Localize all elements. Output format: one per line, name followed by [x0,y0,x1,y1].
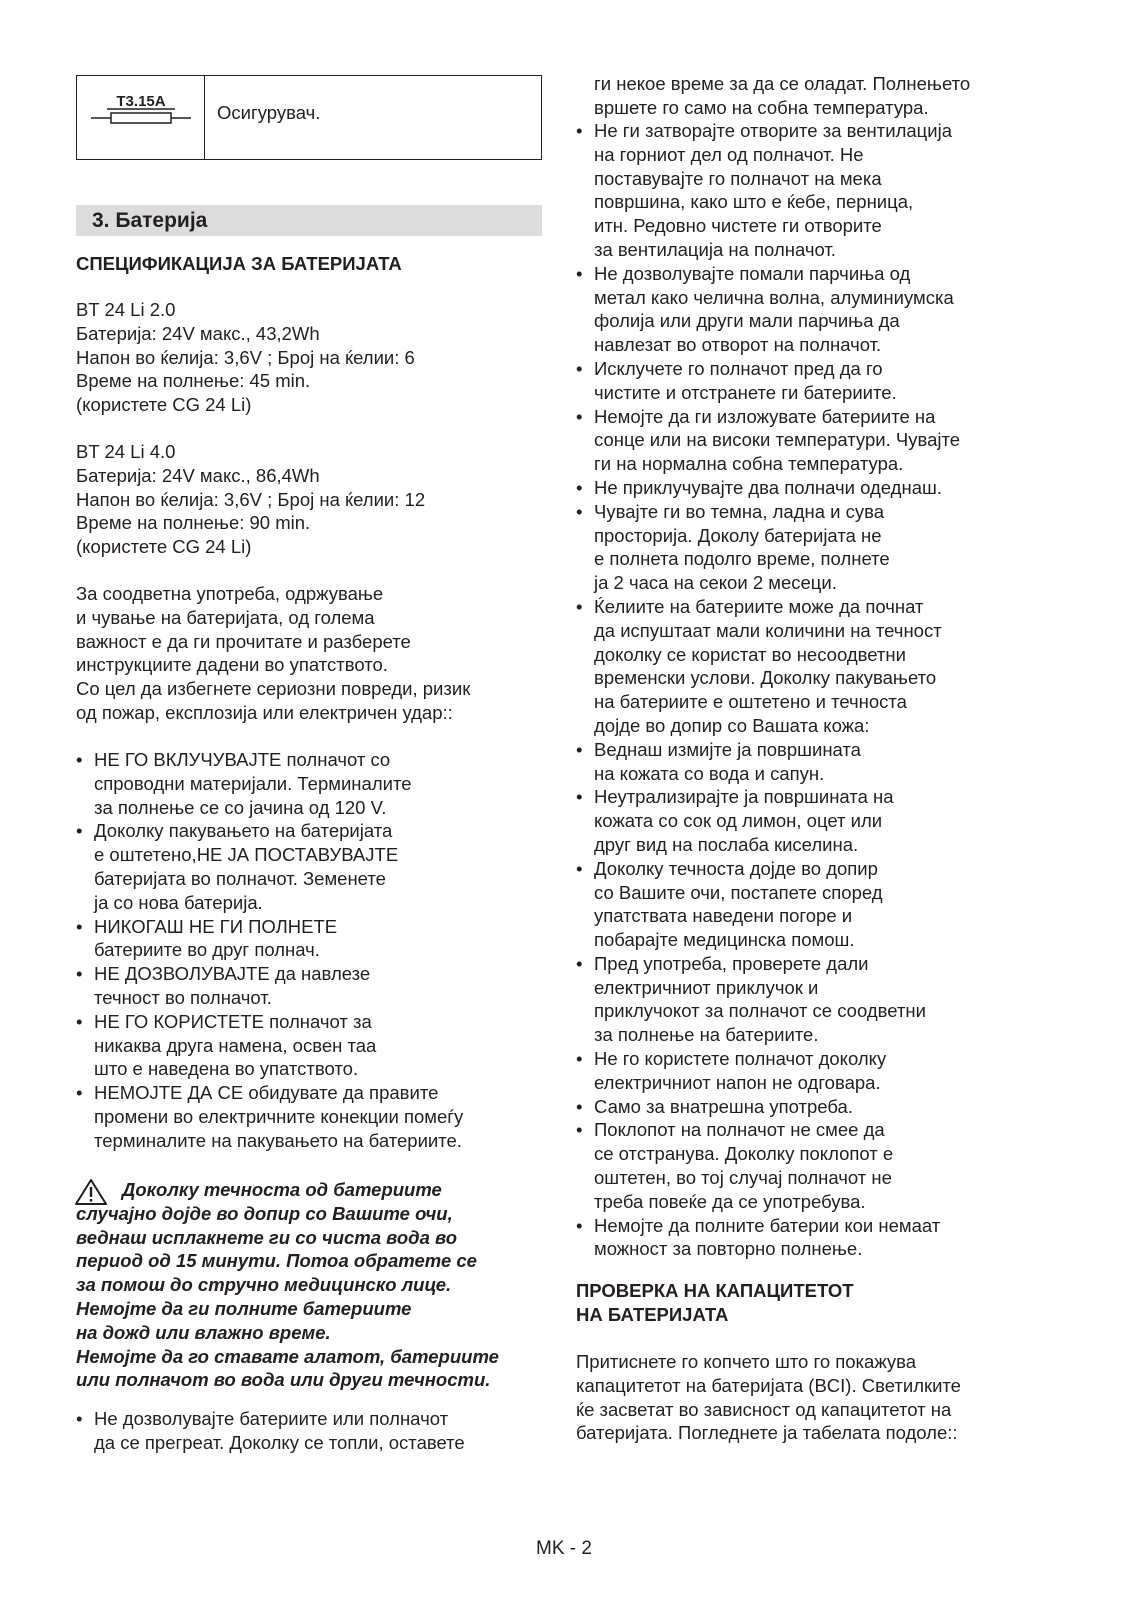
list-item [576,1118,960,1213]
list-line: • Неутрализирајте ја површината на [594,786,894,808]
list-item [76,1010,463,1081]
overheat-bullet-list [76,1407,465,1455]
list-line: електричниот приклучок и [594,976,819,998]
list-line: • Не го користете полначот доколку [594,1048,887,1070]
battery1-line: Батерија: 24V макс., 43,2Wh [76,322,320,344]
list-line: ја 2 часа на секои 2 месеци. [594,572,837,594]
section-title: 3. Батерија [92,209,208,232]
list-item [576,357,960,405]
list-line: треба повеќе да се употребува. [594,1190,866,1212]
warning-line: или полначот во вода или други течности. [76,1369,491,1391]
list-line: итн. Редовно чистете ги отворите [594,215,882,237]
fuse-icon [91,90,191,130]
list-line: • НИКОГАШ НЕ ГИ ПОЛНЕТЕ [94,915,338,937]
list-line: • Доколку пакувањето на батеријата [94,820,393,842]
list-line: оштетен, во тој случај полначот не [594,1167,892,1189]
warning-line: Доколку течноста од батериите [122,1179,442,1200]
list-line: • Поклопот на полначот не смее да [594,1119,885,1141]
list-item [576,119,960,262]
list-item [576,1214,960,1262]
list-line: спроводни материјали. Терминалите [94,772,412,794]
list-line: • Не ги затворајте отворите за вентилација [594,120,952,141]
list-line: е оштетено,НЕ ЈА ПОСТАВУВАЈТЕ [94,844,399,866]
charger-safety-list [576,119,960,1261]
list-item [576,500,960,595]
list-line: на батериите е оштетено и течноста [594,691,907,713]
list-line: за полнење се со јачина од 120 V. [94,796,387,818]
list-line: батериите во друг полнач. [94,939,320,961]
list-item [576,738,960,786]
list-line: се отстранува. Доколку поклопот е [594,1143,894,1165]
list-line: • Пред употреба, проверете дали [594,952,869,974]
list-item [576,476,960,500]
intro-line: За соодветна употреба, одржување [76,583,384,604]
list-item [76,962,463,1010]
list-item [76,1407,465,1455]
intro-line: инструкциите дадени во упатството. [76,654,388,676]
battery2-line: Време на полнење: 90 min. [76,512,311,534]
intro-line: од пожар, експлозија или електричен удар:: [76,701,453,723]
battery2-spec [76,440,425,559]
list-line: сонце или на високи температури. Чувајте [594,429,961,451]
section-heading [76,205,542,236]
list-line: ја со нова батерија. [94,891,263,913]
warning-line: на дожд или влажно време. [76,1321,331,1343]
fuse-table [76,75,542,160]
list-line: промени во електричните конекции помеѓу [94,1105,464,1127]
battery1-line: Време на полнење: 45 min. [76,370,311,392]
list-line: • Веднаш измијте ја површината [594,738,861,760]
list-line: на кожата со вода и сапун. [594,762,825,784]
list-item [576,262,960,357]
list-line: • Чувајте ги во темна, ладна и сува [594,500,885,522]
battery1-spec [76,298,415,417]
warning-line: веднаш исплакнете ги со чиста вода во [76,1226,458,1248]
list-item [76,748,463,819]
list-line: дојде во допир со Вашата кожа: [594,714,870,736]
warning-line: Немојте да го ставате алатот, батериите [76,1345,499,1367]
list-line: побарајте медицинска помош. [594,929,855,951]
fuse-symbol-cell [77,76,205,159]
list-line: упатствата наведени погоре и [594,905,853,927]
list-line: никаква друга намена, освен таа [94,1034,377,1056]
list-item [576,405,960,476]
list-line: терминалите на пакувањето на батериите. [94,1129,462,1151]
continuation-line: вршете го само на собна температура. [594,96,929,118]
list-line: електричниот напон не одговара. [594,1071,881,1093]
list-line: • Немојте да полните батерии кои немаат [594,1214,941,1236]
list-line: со Вашите очи, постапете според [594,881,883,903]
battery2-line: Напон во ќелија: 3,6V ; Број на ќелии: 12 [76,488,426,510]
intro-line: и чување на батеријата, од голема [76,606,375,628]
battery2-line: (користете CG 24 Li) [76,536,252,558]
battery2-model: BT 24 Li 4.0 [76,441,176,462]
battery1-line: (користете CG 24 Li) [76,394,252,416]
continuation-text [594,72,970,120]
list-line: батеријата во полначот. Земенете [94,867,386,889]
list-line: • Доколку течноста дојде во допир [594,857,878,879]
capacity-heading [576,1279,854,1327]
list-line: • Исклучете го полначот пред да го [594,357,883,379]
intro-line: Со цел да избегнете сериозни повреди, ризик [76,678,471,700]
list-item [576,1095,960,1119]
list-line: • Немојте да ги изложувате батериите на [594,405,936,427]
warning-line: за помош до стручно медицинско лице. [76,1274,452,1296]
list-line: • НЕ ДОЗВОЛУВАЈТЕ да навлезе [94,963,371,985]
list-item [76,915,463,963]
list-line: површина, како што е ќебе, перница, [594,191,914,213]
list-item [576,785,960,856]
list-line: доколку се користат во несоодветни [594,643,906,665]
list-line: • НЕМОЈТЕ ДА СЕ обидувате да правите [94,1082,439,1104]
warning-line: Немојте да ги полните батериите [76,1297,412,1319]
list-line: поставувајте го полначот на мека [594,167,882,189]
list-line: друг вид на послаба киселина. [594,833,859,855]
intro-paragraph [76,582,470,725]
list-line: • НЕ ГО ВКЛУЧУВАЈТЕ полначот со [94,749,391,770]
capacity-line: батеријата. Погледнете ја табелата подоле:: [576,1422,958,1444]
warning-line: период од 15 минути. Потоа обратете се [76,1250,477,1272]
battery1-model: BT 24 Li 2.0 [76,299,176,320]
safety-bullet-list [76,748,463,1153]
spec-heading: СПЕЦИФИКАЦИЈА ЗА БАТЕРИЈАТА [76,253,402,274]
list-line: • Не приклучувајте два полначи одеднаш. [594,476,942,498]
capacity-heading-line: НА БАТЕРИЈАТА [576,1303,729,1325]
capacity-line: Притиснете го копчето што го покажува [576,1351,917,1372]
list-line: • НЕ ГО КОРИСТЕТЕ полначот за [94,1010,372,1032]
fuse-description: Осигурувач. [217,102,321,123]
capacity-line: капацитетот на батеријата (BCI). Светилките [576,1374,961,1396]
list-line: • Само за внатрешна употреба. [594,1095,853,1117]
warning-line: случајно дојде во допир со Вашите очи, [76,1202,453,1224]
list-item [576,952,960,1047]
list-line: фолија или други мали парчиња да [594,310,900,332]
list-item [76,819,463,914]
list-line: течност во полначот. [94,986,272,1008]
list-line: временски услови. Доколку пакувањето [594,667,937,689]
warning-text [76,1178,499,1392]
list-line: за вентилација на полначот. [594,238,836,260]
list-item [576,595,960,738]
continuation-line: ги некое време за да се оладат. Полнењето [594,73,971,94]
list-line: • Не дозволувајте помали парчиња од [594,262,911,284]
battery2-line: Батерија: 24V макс., 86,4Wh [76,464,320,486]
list-line: што е наведена во упатството. [94,1058,359,1080]
list-line: да испуштаат мали количини на течност [594,619,942,641]
list-line: • Не дозволувајте батериите или полначот [94,1408,449,1429]
list-item [76,1081,463,1152]
battery1-line: Напон во ќелија: 3,6V ; Број на ќелии: 6 [76,346,415,368]
list-line: приклучокот за полначот се соодветни [594,1000,926,1022]
list-line: е полнета подолго време, полнете [594,548,890,570]
list-line: ги на нормална собна температура. [594,453,904,475]
list-line: кожата со сок од лимон, оцет или [594,810,883,832]
list-line: можност за повторно полнење. [594,1238,863,1260]
list-item [576,1047,960,1095]
list-line: на горниот дел од полначот. Не [594,143,864,165]
list-line: метал како челична волна, алуминиумска [594,286,954,308]
fuse-label: T3.15A [116,93,166,110]
capacity-paragraph [576,1350,961,1445]
capacity-heading-line: ПРОВЕРКА НА КАПАЦИТЕТОТ [576,1280,854,1301]
list-line: чистите и отстранете ги батериите. [594,381,897,403]
capacity-line: ќе засветат во зависност од капацитетот на [576,1398,952,1420]
list-line: просторија. Доколу батеријата не [594,524,882,546]
list-line: да се прегреат. Доколку се топли, оставете [94,1431,465,1453]
list-line: • Ќелиите на батериите може да почнат [594,595,924,617]
list-line: за полнење на батериите. [594,1024,819,1046]
list-item [576,857,960,952]
page-number: MK - 2 [536,1538,592,1559]
list-line: навлезат во отворот на полначот. [594,334,882,356]
intro-line: важност е да ги прочитате и разберете [76,630,411,652]
